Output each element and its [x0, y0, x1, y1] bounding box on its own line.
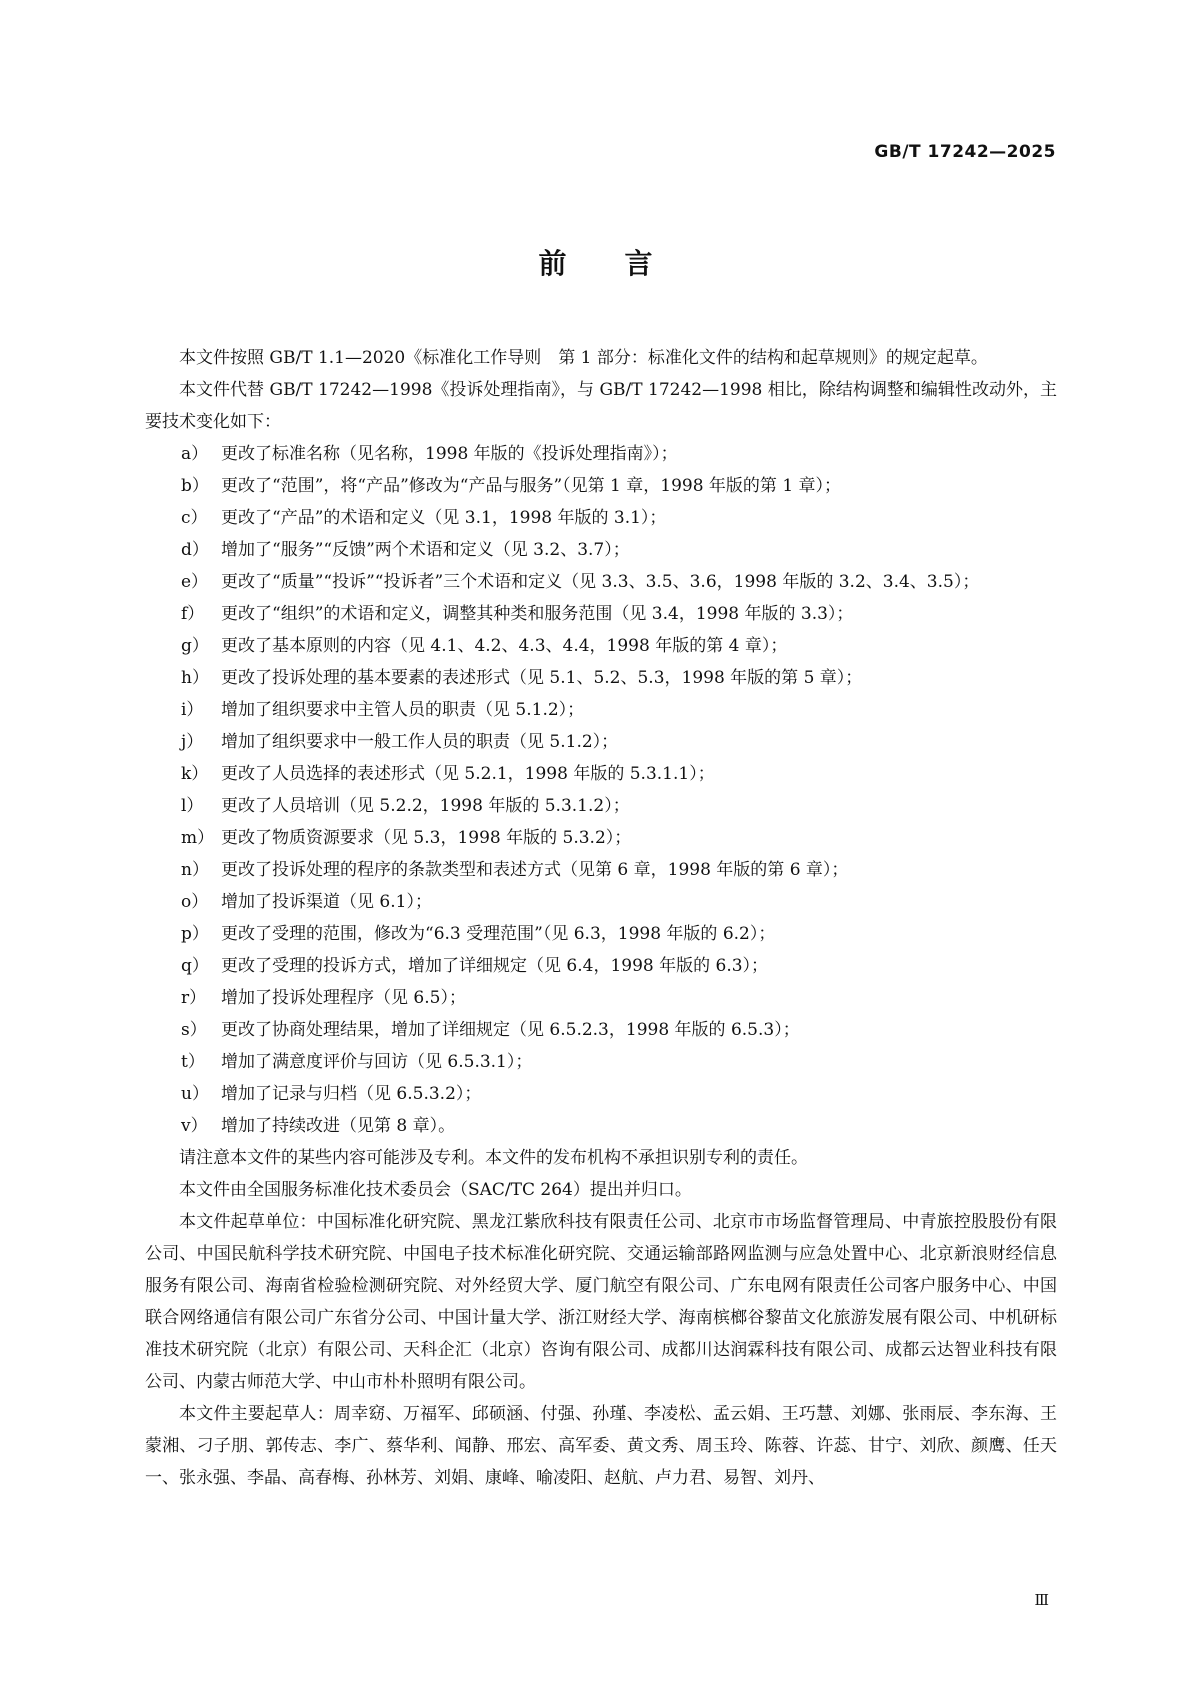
list-item-mark: i）	[181, 700, 204, 720]
list-item-text: 更改了基本原则的内容（见 4.1、4.2、4.3、4.4，1998 年版的第 4 章）；	[221, 636, 788, 656]
list-item-text: 增加了组织要求中主管人员的职责（见 5.1.2）；	[221, 700, 585, 720]
list-item-text: 增加了组织要求中一般工作人员的职责（见 5.1.2）；	[221, 732, 619, 752]
list-item-mark: k）	[181, 764, 209, 784]
list-item-text: 更改了“组织”的术语和定义，调整其种类和服务范围（见 3.4，1998 年版的 3.3）；	[221, 604, 854, 624]
list-item-text: 增加了投诉渠道（见 6.1）；	[221, 892, 432, 912]
list-item	[181, 1078, 1057, 1110]
list-item	[181, 438, 1057, 470]
list-item-mark: v）	[181, 1116, 208, 1136]
list-item-mark: c）	[181, 508, 208, 528]
list-item	[181, 854, 1057, 886]
list-item-mark: t）	[181, 1052, 205, 1072]
list-item-text: 更改了投诉处理的基本要素的表述形式（见 5.1、5.2、5.3，1998 年版的第 5 章）；	[221, 668, 863, 688]
list-item	[181, 1014, 1057, 1046]
list-item-mark: n）	[181, 860, 209, 880]
page-number: Ⅲ	[1034, 1591, 1049, 1609]
list-item-text: 更改了物质资源要求（见 5.3，1998 年版的 5.3.2）；	[221, 828, 632, 848]
paragraph-drafting-rules: 本文件按照 GB/T 1.1—2020《标准化工作导则 第 1 部分：标准化文件的结构和起草规则》的规定起草。	[179, 348, 988, 368]
list-item	[181, 598, 1057, 630]
list-item	[181, 758, 1057, 790]
list-item	[181, 950, 1057, 982]
list-item	[181, 1046, 1057, 1078]
list-item-mark: s）	[181, 1020, 207, 1040]
foreword-body	[145, 342, 1057, 1494]
list-item	[181, 790, 1057, 822]
paragraph-proposer: 本文件由全国服务标准化技术委员会（SAC/TC 264）提出并归口。	[179, 1180, 692, 1200]
list-item-text: 更改了“质量”“投诉”“投诉者”三个术语和定义（见 3.3、3.5、3.6，1998 年版的 3.2、3.4、3.5）；	[221, 572, 980, 592]
technical-changes-list	[145, 438, 1057, 1142]
list-item-mark: u）	[181, 1084, 209, 1104]
list-item-text: 更改了人员选择的表述形式（见 5.2.1，1998 年版的 5.3.1.1）；	[221, 764, 715, 784]
list-item-mark: f）	[181, 604, 205, 624]
list-item-text: 更改了标准名称（见名称，1998 年版的《投诉处理指南》）；	[221, 444, 678, 464]
list-item-mark: b）	[181, 476, 209, 496]
list-item-text: 更改了受理的范围，修改为“6.3 受理范围”（见 6.3，1998 年版的 6.2）；	[221, 924, 776, 944]
list-item	[181, 630, 1057, 662]
list-item-mark: d）	[181, 540, 209, 560]
list-item-mark: e）	[181, 572, 209, 592]
page-title: 前言	[538, 247, 711, 280]
list-item	[181, 822, 1057, 854]
list-item-mark: m）	[181, 828, 215, 848]
list-item	[181, 982, 1057, 1014]
list-item-mark: r）	[181, 988, 207, 1008]
list-item	[181, 694, 1057, 726]
list-item-text: 更改了协商处理结果，增加了详细规定（见 6.5.2.3，1998 年版的 6.5.3）；	[221, 1020, 800, 1040]
document-code: GB/T 17242—2025	[874, 142, 1056, 162]
list-item	[181, 470, 1057, 502]
list-item	[181, 726, 1057, 758]
list-item-mark: g）	[181, 636, 209, 656]
list-item-text: 更改了人员培训（见 5.2.2，1998 年版的 5.3.1.2）；	[221, 796, 630, 816]
list-item	[181, 502, 1057, 534]
list-item-mark: j）	[181, 732, 204, 752]
list-item-mark: a）	[181, 444, 209, 464]
list-item-mark: o）	[181, 892, 209, 912]
list-item-mark: q）	[181, 956, 209, 976]
list-item	[181, 886, 1057, 918]
list-item	[181, 662, 1057, 694]
list-item-text: 更改了“范围”，将“产品”修改为“产品与服务”（见第 1 章，1998 年版的第 1 章）；	[221, 476, 842, 496]
list-item-text: 增加了记录与归档（见 6.5.3.2）；	[221, 1084, 482, 1104]
list-item-text: 增加了“服务”“反馈”两个术语和定义（见 3.2、3.7）；	[221, 540, 630, 560]
paragraph-patent-notice: 请注意本文件的某些内容可能涉及专利。本文件的发布机构不承担识别专利的责任。	[179, 1148, 808, 1168]
list-item-text: 更改了“产品”的术语和定义（见 3.1，1998 年版的 3.1）；	[221, 508, 667, 528]
list-item-mark: h）	[181, 668, 209, 688]
list-item-text: 增加了投诉处理程序（见 6.5）；	[221, 988, 466, 1008]
paragraph-main-drafters: 本文件主要起草人：周幸窈、万福军、邱硕涵、付强、孙瑾、李凌松、孟云娟、王巧慧、刘娜、张雨辰、李东海、王蒙湘、刁子朋、郭传志、李广、蔡华利、闻静、邢宏、高军委、黄文秀、周玉玲、陈蓉、许蕊、甘宁、刘欣、颜鹰、任天一、张永强、李晶、高春梅、孙林芳、刘娟、康峰、喻凌阳、赵航、卢力君、易智、刘丹、	[145, 1404, 1057, 1488]
list-item-text: 更改了受理的投诉方式，增加了详细规定（见 6.4，1998 年版的 6.3）；	[221, 956, 769, 976]
list-item-mark: l）	[181, 796, 204, 816]
paragraph-replacement-note: 本文件代替 GB/T 17242—1998《投诉处理指南》，与 GB/T 17242—1998 相比，除结构调整和编辑性改动外，主要技术变化如下：	[145, 380, 1057, 432]
list-item-text: 增加了持续改进（见第 8 章）。	[221, 1116, 456, 1136]
list-item	[181, 534, 1057, 566]
list-item	[181, 918, 1057, 950]
list-item-text: 更改了投诉处理的程序的条款类型和表述方式（见第 6 章，1998 年版的第 6 章）；	[221, 860, 849, 880]
paragraph-drafting-units: 本文件起草单位：中国标准化研究院、黑龙江紫欣科技有限责任公司、北京市市场监督管理局、中青旅控股股份有限公司、中国民航科学技术研究院、中国电子技术标准化研究院、交通运输部路网监测与应急处置中心、北京新浪财经信息服务有限公司、海南省检验检测研究院、对外经贸大学、厦门航空有限公司、广东电网有限责任公司客户服务中心、中国联合网络通信有限公司广东省分公司、中国计量大学、浙江财经大学、海南槟榔谷黎苗文化旅游发展有限公司、中机研标准技术研究院（北京）有限公司、天科企汇（北京）咨询有限公司、成都川达润霖科技有限公司、成都云达智业科技有限公司、内蒙古师范大学、中山市朴朴照明有限公司。	[145, 1212, 1057, 1392]
list-item	[181, 1110, 1057, 1142]
list-item-text: 增加了满意度评价与回访（见 6.5.3.1）；	[221, 1052, 533, 1072]
list-item	[181, 566, 1057, 598]
list-item-mark: p）	[181, 924, 209, 944]
